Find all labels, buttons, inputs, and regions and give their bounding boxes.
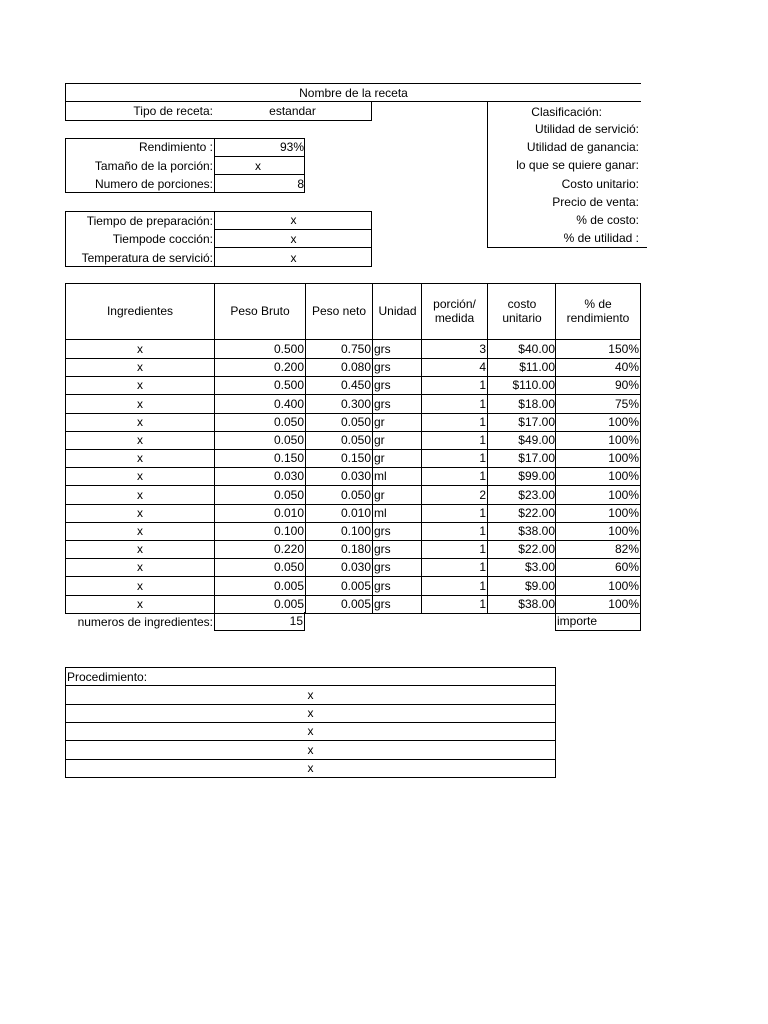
cell-porcion: 1 (421, 595, 487, 614)
tiempo-coccion-value: x (214, 230, 372, 248)
cell-costo: $99.00 (487, 467, 556, 486)
tiempo-coccion-label: Tiempode cocción: (112, 232, 213, 246)
cell-ingrediente: x (65, 431, 214, 450)
procedimiento-step: x (65, 741, 556, 760)
cell-unidad: gr (372, 449, 422, 468)
cell-ingrediente: x (65, 413, 214, 432)
cell-peso-bruto: 0.220 (214, 540, 305, 559)
porcion-label: Tamaño de la porción: (94, 159, 213, 173)
cell-costo: $9.00 (487, 577, 556, 596)
cell-peso-bruto: 0.500 (214, 376, 305, 395)
cell-peso-bruto: 0.150 (214, 449, 305, 468)
cell-unidad: grs (372, 340, 422, 359)
cell-unidad: gr (372, 413, 422, 432)
th-ingredientes: Ingredientes (65, 283, 214, 340)
cell-peso-neto: 0.100 (305, 522, 372, 541)
cell-unidad: grs (372, 376, 422, 395)
cell-peso-neto: 0.050 (305, 413, 372, 432)
cell-peso-neto: 0.050 (305, 486, 372, 505)
rendimiento-label: Rendimiento : (138, 140, 213, 154)
temperatura-value: x (214, 248, 372, 267)
clasificacion-item: % de costo: (576, 213, 639, 227)
cell-porcion: 1 (421, 449, 487, 468)
cell-costo: $18.00 (487, 395, 556, 414)
th-unidad: Unidad (372, 283, 422, 340)
cell-ingrediente: x (65, 540, 214, 559)
cell-peso-bruto: 0.010 (214, 504, 305, 523)
cell-peso-bruto: 0.100 (214, 522, 305, 541)
cell-ingrediente: x (65, 486, 214, 505)
cell-peso-bruto: 0.005 (214, 595, 305, 614)
cell-rendimiento: 100% (555, 449, 641, 468)
rendimiento-value: 93% (214, 138, 305, 157)
cell-rendimiento: 100% (555, 577, 641, 596)
cell-peso-neto: 0.080 (305, 358, 372, 377)
cell-ingrediente: x (65, 558, 214, 577)
procedimiento-step: x (65, 686, 556, 705)
cell-costo: $11.00 (487, 358, 556, 377)
tiempo-preparacion-value: x (214, 211, 372, 230)
cell-peso-bruto: 0.050 (214, 431, 305, 450)
cell-costo: $110.00 (487, 376, 556, 395)
numero-porciones-label: Numero de porciones: (94, 177, 213, 191)
cell-ingrediente: x (65, 467, 214, 486)
cell-peso-neto: 0.005 (305, 577, 372, 596)
cell-rendimiento: 150% (555, 340, 641, 359)
cell-peso-bruto: 0.050 (214, 413, 305, 432)
temperatura-label: Temperatura de servició: (81, 250, 213, 265)
cell-porcion: 1 (421, 540, 487, 559)
cell-unidad: grs (372, 540, 422, 559)
cell-unidad: grs (372, 595, 422, 614)
cell-unidad: gr (372, 431, 422, 450)
cell-peso-bruto: 0.400 (214, 395, 305, 414)
cell-unidad: gr (372, 486, 422, 505)
clasificacion-item: % de utilidad : (563, 231, 639, 246)
clasificacion-header: Clasificación: (531, 104, 602, 119)
cell-peso-neto: 0.750 (305, 340, 372, 359)
cell-rendimiento: 100% (555, 522, 641, 541)
cell-peso-bruto: 0.030 (214, 467, 305, 486)
procedimiento-step: x (65, 704, 556, 723)
cell-peso-bruto: 0.500 (214, 340, 305, 359)
cell-rendimiento: 100% (555, 486, 641, 505)
cell-porcion: 2 (421, 486, 487, 505)
cell-costo: $17.00 (487, 413, 556, 432)
cell-peso-neto: 0.180 (305, 540, 372, 559)
cell-ingrediente: x (65, 577, 214, 596)
cell-costo: $49.00 (487, 431, 556, 450)
cell-peso-neto: 0.030 (305, 467, 372, 486)
porcion-value: x (214, 157, 305, 175)
th-costo: costo unitario (487, 283, 556, 340)
cell-ingrediente: x (65, 376, 214, 395)
clasificacion-item: lo que se quiere ganar: (516, 158, 639, 173)
cell-porcion: 1 (421, 504, 487, 523)
cell-unidad: grs (372, 558, 422, 577)
tiempo-preparacion-label: Tiempo de preparación: (86, 213, 213, 228)
cell-ingrediente: x (65, 340, 214, 359)
cell-peso-neto: 0.050 (305, 431, 372, 450)
cell-porcion: 1 (421, 413, 487, 432)
cell-peso-bruto: 0.050 (214, 558, 305, 577)
cell-ingrediente: x (65, 522, 214, 541)
cell-unidad: ml (372, 504, 422, 523)
importe-cell: importe (555, 612, 641, 631)
cell-peso-neto: 0.030 (305, 558, 372, 577)
cell-rendimiento: 40% (555, 358, 641, 377)
th-peso-bruto: Peso Bruto (214, 283, 305, 340)
clasificacion-item: Utilidad de servició: (534, 122, 639, 136)
cell-unidad: grs (372, 358, 422, 377)
clasificacion-item: Costo unitario: (561, 176, 639, 191)
cell-porcion: 1 (421, 395, 487, 414)
clasificacion-item: Precio de venta: (552, 194, 639, 209)
cell-costo: $22.00 (487, 504, 556, 523)
cell-unidad: grs (372, 395, 422, 414)
cell-peso-neto: 0.005 (305, 595, 372, 614)
cell-peso-neto: 0.300 (305, 395, 372, 414)
cell-costo: $40.00 (487, 340, 556, 359)
th-rendimiento: % de rendimiento (555, 283, 641, 340)
cell-costo: $3.00 (487, 558, 556, 577)
cell-rendimiento: 75% (555, 395, 641, 414)
cell-ingrediente: x (65, 504, 214, 523)
th-porcion: porción/ medida (421, 283, 487, 340)
cell-unidad: grs (372, 577, 422, 596)
cell-porcion: 1 (421, 467, 487, 486)
cell-costo: $17.00 (487, 449, 556, 468)
numero-ingredientes-label: numeros de ingredientes: (77, 614, 213, 629)
procedimiento-step: x (65, 722, 556, 741)
cell-ingrediente: x (65, 449, 214, 468)
cell-ingrediente: x (65, 358, 214, 377)
cell-peso-bruto: 0.200 (214, 358, 305, 377)
cell-peso-neto: 0.150 (305, 449, 372, 468)
cell-porcion: 1 (421, 376, 487, 395)
clasificacion-item: Utilidad de ganancia: (526, 140, 639, 155)
cell-ingrediente: x (65, 395, 214, 414)
recipe-title: Nombre de la receta (65, 83, 641, 102)
cell-porcion: 4 (421, 358, 487, 377)
cell-rendimiento: 100% (555, 413, 641, 432)
cell-peso-bruto: 0.005 (214, 577, 305, 596)
cell-porcion: 1 (421, 577, 487, 596)
cell-porcion: 1 (421, 431, 487, 450)
cell-rendimiento: 100% (555, 504, 641, 523)
cell-costo: $38.00 (487, 522, 556, 541)
cell-costo: $23.00 (487, 486, 556, 505)
cell-peso-bruto: 0.050 (214, 486, 305, 505)
cell-costo: $22.00 (487, 540, 556, 559)
cell-peso-neto: 0.450 (305, 376, 372, 395)
cell-unidad: ml (372, 467, 422, 486)
cell-peso-neto: 0.010 (305, 504, 372, 523)
cell-rendimiento: 60% (555, 558, 641, 577)
cell-rendimiento: 90% (555, 376, 641, 395)
cell-unidad: grs (372, 522, 422, 541)
cell-ingrediente: x (65, 595, 214, 614)
cell-rendimiento: 100% (555, 467, 641, 486)
cell-rendimiento: 100% (555, 595, 641, 614)
procedimiento-header: Procedimiento: (65, 667, 556, 686)
cell-costo: $38.00 (487, 595, 556, 614)
cell-rendimiento: 82% (555, 540, 641, 559)
tipo-value: estandar (214, 102, 372, 121)
tipo-label: Tipo de receta: (65, 102, 214, 121)
numero-ingredientes-value: 15 (214, 612, 305, 631)
cell-porcion: 1 (421, 558, 487, 577)
cell-porcion: 1 (421, 522, 487, 541)
cell-rendimiento: 100% (555, 431, 641, 450)
numero-porciones-value: 8 (214, 175, 305, 193)
procedimiento-step: x (65, 759, 556, 778)
th-peso-neto: Peso neto (305, 283, 372, 340)
cell-porcion: 3 (421, 340, 487, 359)
